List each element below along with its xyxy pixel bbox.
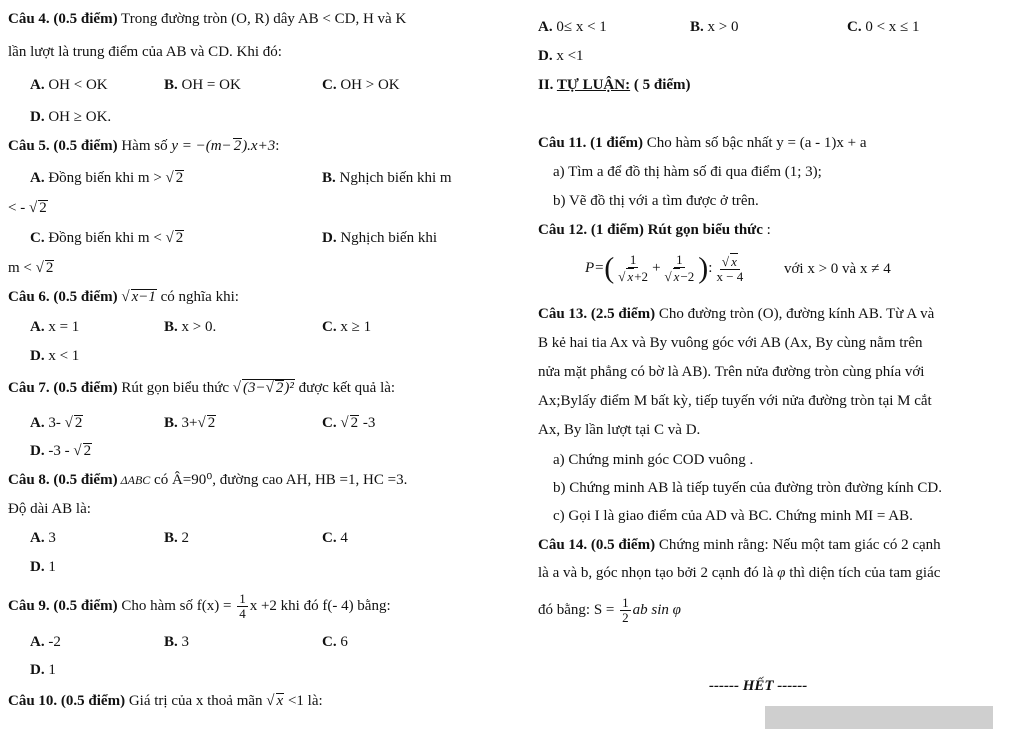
q13-part-b: b) Chứng minh AB là tiếp tuyến của đường tròn đường kính CD.: [553, 480, 942, 496]
q8-stem-line2: Độ dài AB là:: [8, 501, 91, 517]
q13-stem: Câu 13. (2.5 điểm) Cho đường tròn (O), đường kính AB. Từ A và: [538, 306, 935, 322]
q13-line4: Ax;Bylấy điểm M bất kỳ, tiếp tuyến với nửa đường tròn tại M cắt: [538, 393, 932, 409]
end-marker: ------ HẾT ------: [709, 678, 808, 694]
q10-stem: Câu 10. (0.5 điểm) Giá trị của x thoả mãn √ x <1 là:: [8, 693, 323, 709]
q12-formula: P=( $\frac{1}{√ x+2}$ + $\frac{1}{√ x-2}$ ): $\frac{√ x}{x - 4}$: [585, 251, 744, 285]
q6-stem: Câu 6. (0.5 điểm) √ x−1 có nghĩa khi:: [8, 289, 239, 305]
q5-option-d-cont: m < √ 2: [8, 260, 54, 276]
q9-option-b: B. 3: [164, 634, 190, 650]
q5-option-a: A. Đồng biến khi m > √ 2: [30, 170, 184, 186]
q9-option-d: D. 1: [30, 662, 56, 678]
q5-option-b: B. Nghịch biến khi m: [322, 170, 452, 186]
q8-option-b: B. 2: [164, 530, 190, 546]
q9-option-c: C. 6: [322, 634, 348, 650]
q6-option-c: C. x ≥ 1: [322, 319, 372, 335]
q13-part-a: a) Chứng minh góc COD vuông .: [553, 452, 754, 468]
q7-option-d: D. -3 - √ 2: [30, 443, 92, 459]
q4-option-d: D. OH ≥ OK.: [30, 109, 112, 125]
q10-option-d: D. x <1: [538, 48, 584, 64]
section-heading: II. TỰ LUẬN: ( 5 điểm): [538, 77, 691, 93]
q7-stem: Câu 7. (0.5 điểm) Rút gọn biểu thức √ (3−√ 2)² được kết quả là:: [8, 380, 396, 396]
q14-stem: Câu 14. (0.5 điểm) Chứng minh rằng: Nếu một tam giác có 2 cạnh: [538, 537, 941, 553]
q9-option-a: A. -2: [30, 634, 61, 650]
q12-condition: với x > 0 và x ≠ 4: [784, 261, 891, 277]
q5-option-b-cont: < - √ 2: [8, 200, 47, 216]
q10-option-a: A. 0≤ x < 1: [538, 19, 607, 35]
q8-stem: Câu 8. (0.5 điểm) ΔABC có Â=90⁰, đường cao AH, HB =1, HC =3.: [8, 472, 408, 488]
q9-stem: Câu 9. (0.5 điểm) Cho hàm số f(x) = $\frac{1}{4}$ x +2 khi đó f(- 4) bằng:: [8, 591, 391, 621]
q6-option-d: D. x < 1: [30, 348, 80, 364]
q8-option-a: A. 3: [30, 530, 56, 546]
q11-stem: Câu 11. (1 điểm) Cho hàm số bậc nhất y = (a - 1)x + a: [538, 135, 867, 151]
q6-option-b: B. x > 0.: [164, 319, 217, 335]
q13-line2: B kẻ hai tia Ax và By vuông góc với AB (Ax, By cùng nằm trên: [538, 335, 923, 351]
q13-line3: nửa mặt phẳng có bờ là AB). Trên nửa đường tròn cùng phía với: [538, 364, 925, 380]
q7-option-b: B. 3+√ 2: [164, 415, 216, 431]
q6-option-a: A. x = 1: [30, 319, 80, 335]
q4-option-b: B. OH = OK: [164, 77, 241, 93]
q11-part-b: b) Vẽ đồ thị với a tìm được ở trên.: [553, 193, 759, 209]
q5-option-d: D. Nghịch biến khi: [322, 230, 437, 246]
q14-line2: là a và b, góc nhọn tạo bởi 2 cạnh đó là φ thì diện tích của tam giác: [538, 565, 941, 581]
q8-option-c: C. 4: [322, 530, 348, 546]
q8-option-d: D. 1: [30, 559, 56, 575]
q11-part-a: a) Tìm a để đồ thị hàm số đi qua điểm (1; 3);: [553, 164, 822, 180]
footer-gray-bar: [765, 706, 993, 729]
q5-stem: Câu 5. (0.5 điểm) Hàm số y = −(m− 2).x+3:: [8, 138, 280, 154]
q12-stem: Câu 12. (1 điểm) Rút gọn biểu thức :: [538, 222, 771, 238]
q4-option-c: C. OH > OK: [322, 77, 400, 93]
q7-option-a: A. 3- √ 2: [30, 415, 83, 431]
q10-option-b: B. x > 0: [690, 19, 739, 35]
q4-stem-line2: lần lượt là trung điểm của AB và CD. Khi đó:: [8, 44, 282, 60]
q14-line3: đó bằng: S = $\frac{1}{2}$ ab sin φ: [538, 595, 681, 625]
q4-option-a: A. OH < OK: [30, 77, 108, 93]
q10-option-c: C. 0 < x ≤ 1: [847, 19, 920, 35]
q13-part-c: c) Gọi I là giao điểm của AD và BC. Chứng minh MI = AB.: [553, 508, 913, 524]
q7-option-c: C. √ 2 -3: [322, 415, 376, 431]
q4-stem: Câu 4. (0.5 điểm) Trong đường tròn (O, R) dây AB < CD, H và K: [8, 11, 407, 27]
q13-line5: Ax, By lần lượt tại C và D.: [538, 422, 701, 438]
q5-option-c: C. Đồng biến khi m < √ 2: [30, 230, 184, 246]
